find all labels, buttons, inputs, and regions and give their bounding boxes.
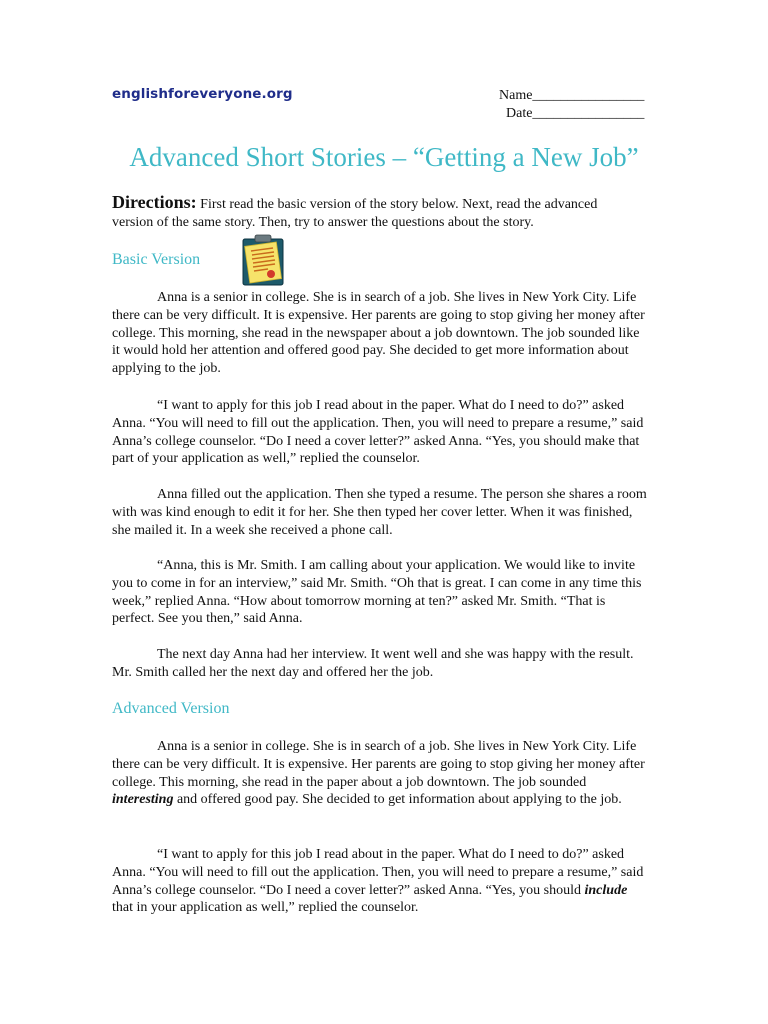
- advanced-paragraph-2: “I want to apply for this job I read about in the paper. What do I need to do?” asked Anna. “You will need to fill out the application. Then, you will need to prepare a resume,” said Anna’s college counselor. “Do I need a cover letter?” asked Anna. “Yes, you should include that in your application as well,” replied the counselor.: [112, 847, 644, 916]
- basic-paragraph-5: The next day Anna had her interview. It went well and she was happy with the result. Mr. Smith called her the next day and offered her the job.: [112, 647, 634, 680]
- directions-label: Directions:: [112, 192, 197, 212]
- site-logo: [112, 86, 293, 102]
- basic-paragraph-3: Anna filled out the application. Then she typed a resume. The person she shares a room with was kind enough to edit it for her. She then typed her cover letter. When it was finished, she mailed it. In a week she received a phone call.: [112, 487, 647, 538]
- basic-paragraph-4: “Anna, this is Mr. Smith. I am calling about your application. We would like to invite you to come in for an interview,” said Mr. Smith. “Oh that is great. I can come in any time this week,” replied Anna. “How about tomorrow morning at ten?” asked Mr. Smith. “That is perfect. See you then,” said Anna.: [112, 558, 642, 627]
- vocab-word-include: include: [584, 882, 628, 898]
- directions: [112, 193, 642, 232]
- clipboard-icon: [240, 234, 288, 286]
- advanced-version-heading: Advanced Version: [112, 700, 230, 717]
- logo-text-english-for: englishfor: [112, 86, 191, 102]
- advanced-paragraph-1: Anna is a senior in college. She is in search of a job. She lives in New York City. Life there can be very difficult. It is expensive. Her parents are going to stop giving her money after college. This morning, she read in the paper about a job downtown. The job sounded interesting and offered good pay. She decided to get information about applying to the job.: [112, 739, 645, 808]
- vocab-word-interesting: interesting: [112, 792, 174, 808]
- date-field: Date________________: [506, 106, 645, 121]
- basic-paragraph-1: Anna is a senior in college. She is in search of a job. She lives in New York City. Life there can be very difficult. It is expensive. Her parents are going to stop giving her money after college. This morning, she read in the newspaper about a job downtown. The job sounded like it would hold her attention and offered good pay. She decided to get more information about applying to the job.: [112, 290, 645, 377]
- name-field: Name________________: [499, 88, 645, 103]
- page-title: Advanced Short Stories – “Getting a New Job”: [129, 142, 639, 172]
- basic-version-heading: Basic Version: [112, 251, 201, 268]
- basic-paragraph-2: “I want to apply for this job I read about in the paper. What do I need to do?” asked Anna. “You will need to fill out the application. Then, you will need to prepare a resume,” said Anna’s college counselor. “Do I need a cover letter?” asked Anna. “Yes, you should make that part of your application as well,” replied the counselor.: [112, 398, 644, 467]
- logo-text-everyone: everyone.org: [190, 86, 293, 102]
- directions-text: First read the basic version of the story below. Next, read the advanced version of the same story. Then, try to answer the questions about the story.: [112, 197, 598, 230]
